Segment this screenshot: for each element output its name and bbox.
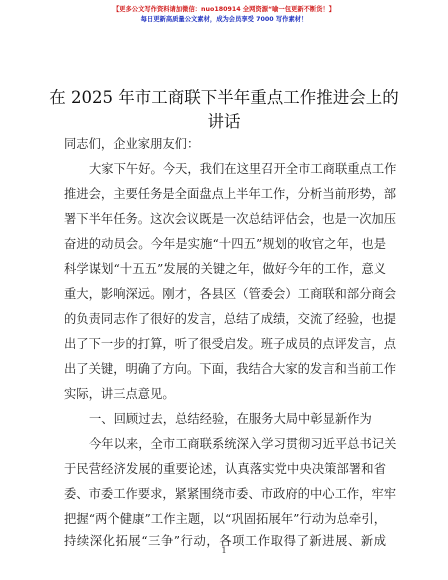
- body-line: 科学谋划“十五五”发展的关键之年，做好今年的工作，意义: [64, 262, 386, 276]
- page-number: 1: [221, 546, 227, 555]
- title-line-2: 讲话: [207, 112, 241, 131]
- body-line: 今年以来，全市工商联系统深入学习贯彻习近平总书记关: [89, 437, 397, 451]
- body-line: 把握“两个健康”工作主题，以“巩固拓展年”行动为总牵引，: [64, 512, 386, 526]
- body-line: 出了关键，明确了方向。下面，我结合大家的发言和当前工作: [64, 362, 397, 376]
- body-line: 大家下午好。今天，我们在这里召开全市工商联重点工作: [89, 162, 397, 176]
- body-line: 持续深化拓展“三争”行动，各项工作取得了新进展、新成: [64, 534, 386, 548]
- body-line: 于民营经济发展的重要论述，认真落实党中央决策部署和省: [64, 462, 386, 476]
- body-line: 的负责同志作了很好的发言，总结了成绩，交流了经验，也提: [64, 312, 397, 326]
- body-line: 署下半年任务。这次会议既是一次总结评估会，也是一次加压: [64, 212, 397, 226]
- promo-banner-line-1: 【更多公文写作资料请加微信：nuo180914 全网资源“喻一包更新不断货！】: [112, 6, 336, 13]
- body-line: 委、市委工作要求，紧紧围绕市委、市政府的中心工作，牢牢: [64, 487, 397, 501]
- title-line-1: 在 2025 年市工商联下半年重点工作推进会上的: [49, 88, 399, 107]
- section-heading: 一、回顾过去，总结经验，在服务大局中彰显新作为: [89, 412, 372, 426]
- greeting: 同志们，企业家朋友们：: [64, 137, 200, 151]
- body-line: 奋进的动员会。今年是实施“十四五”规划的收官之年，也是: [64, 237, 386, 251]
- body-line: 推进会，主要任务是全面盘点上半年工作，分析当前形势，部: [64, 187, 397, 201]
- promo-banner-line-2: 每日更新高质量公文素材，成为会员享受 7000 写作素材！: [140, 16, 308, 23]
- body-line: 重大，影响深远。刚才，各县区（管委会）工商联和部分商会: [64, 287, 397, 301]
- body-line: 出了下一步的打算，听了很受启发。班子成员的点评发言，点: [64, 337, 397, 351]
- body-line: 实际，讲三点意见。: [64, 387, 175, 401]
- document-title: [40, 86, 408, 134]
